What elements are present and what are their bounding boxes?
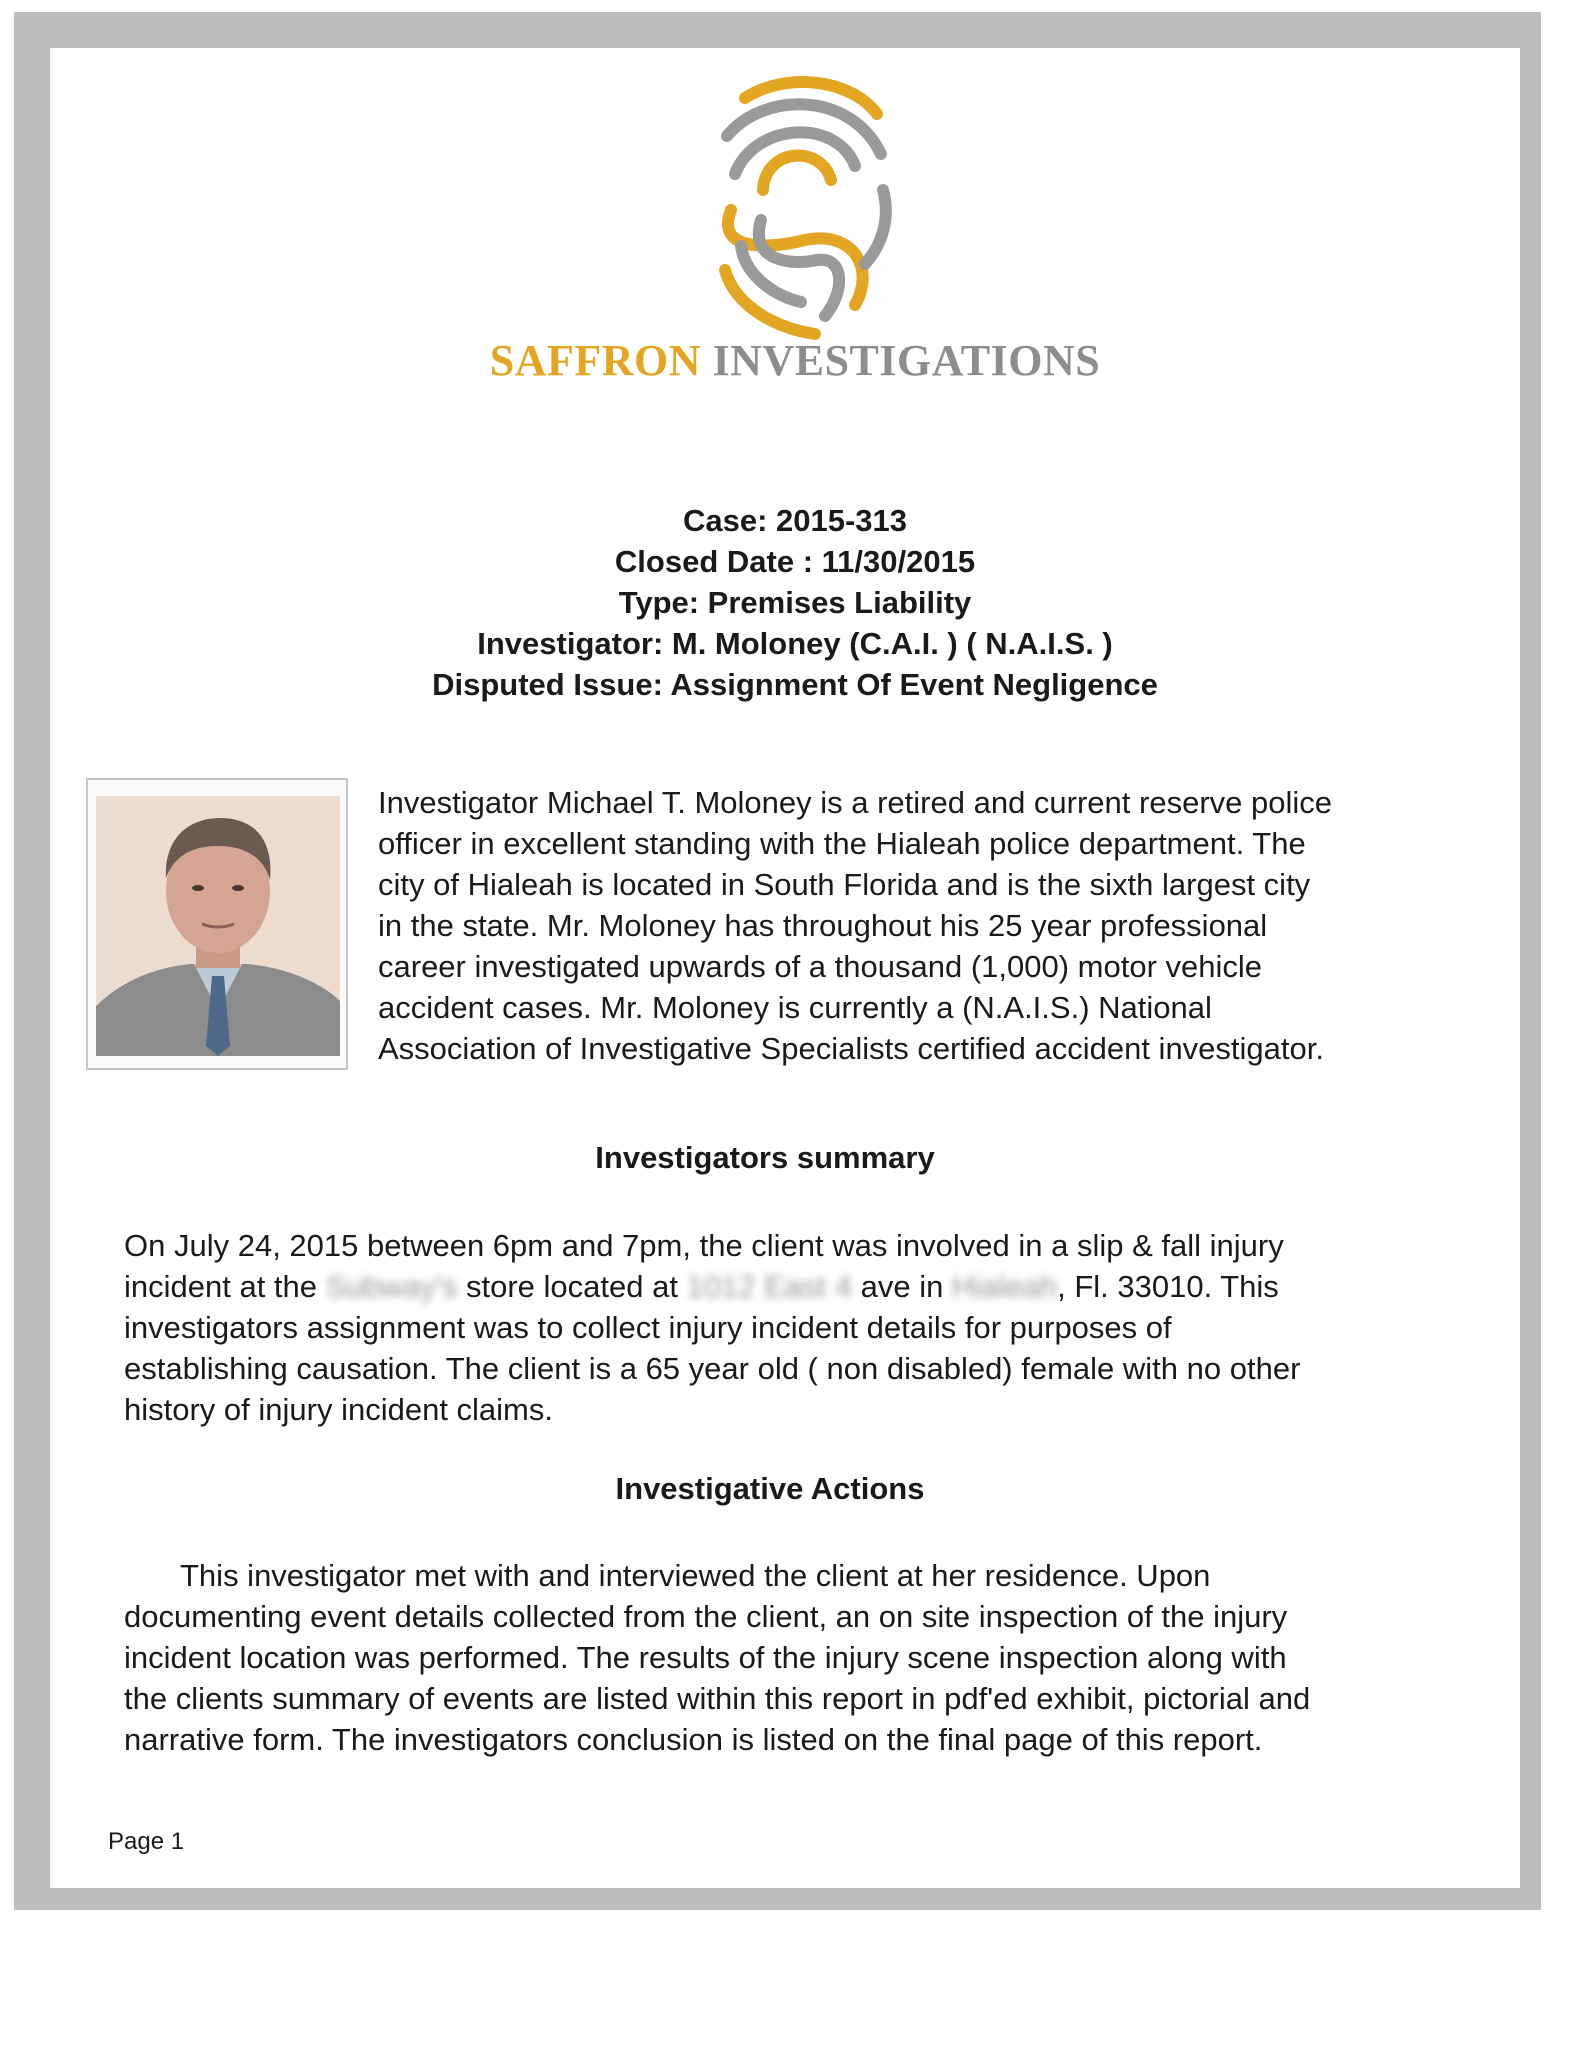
closed-date: Closed Date : 11/30/2015 [614,544,976,579]
summary-line: On July 24, 2015 between 6pm and 7pm, the client was involved in a slip & fall injury [124,1228,1284,1263]
bio-line: career investigated upwards of a thousand (1,000) motor vehicle [378,949,1262,984]
case-details [0,500,1581,705]
page-number: Page 1 [108,1828,185,1855]
actions-line: documenting event details collected from the client, an on site inspection of the injury [124,1599,1288,1634]
bio-line: city of Hialeah is located in South Florida and is the sixth largest city [378,867,1311,902]
case-type: Type: Premises Liability [618,585,972,620]
actions-line: the clients summary of events are listed within this report in pdf'ed exhibit, pictorial and [124,1681,1311,1716]
summary-line [124,1266,1464,1307]
fingerprint-logo-icon [705,70,905,340]
actions-heading: Investigative Actions [615,1471,925,1506]
actions-paragraph [124,1555,1464,1760]
actions-line: This investigator met with and interviewed the client at her residence. Upon [180,1558,1211,1593]
brand-name-secondary: INVESTIGATIONS [712,336,1101,385]
disputed-issue: Disputed Issue: Assignment Of Event Negligence [432,667,1158,702]
portrait-image [96,796,340,1056]
brand-name-primary: SAFFRON [489,336,702,385]
investigator-bio [378,782,1458,1069]
redacted-address: 1012 East 4 [686,1269,853,1304]
case-number: Case: 2015-313 [682,503,908,538]
actions-line: incident location was performed. The results of the injury scene inspection along with [124,1640,1287,1675]
bio-line: accident cases. Mr. Moloney is currently a (N.A.I.S.) National [378,990,1212,1025]
summary-text: store located at [457,1269,687,1304]
bio-line: officer in excellent standing with the Hialeah police department. The [378,826,1306,861]
summary-line: investigators assignment was to collect injury incident details for purposes of [124,1310,1172,1345]
brand-wordmark [0,335,1581,386]
redacted-store-name: Subway's [325,1269,458,1304]
summary-text: , Fl. 33010. This [1057,1269,1279,1304]
summary-heading: Investigators summary [595,1140,935,1175]
bio-line: in the state. Mr. Moloney has throughout his 25 year professional [378,908,1268,943]
summary-paragraph [124,1225,1464,1430]
summary-text: ave in [852,1269,952,1304]
bio-line: Association of Investigative Specialists certified accident investigator. [378,1031,1324,1066]
bio-line: Investigator Michael T. Moloney is a retired and current reserve police [378,785,1332,820]
summary-line: establishing causation. The client is a 65 year old ( non disabled) female with no other [124,1351,1301,1386]
investigator-photo [86,778,348,1070]
summary-line: history of injury incident claims. [124,1392,553,1427]
redacted-city: Hialeah [951,1269,1058,1304]
actions-line: narrative form. The investigators conclusion is listed on the final page of this report. [124,1722,1263,1757]
summary-text: incident at the [124,1269,326,1304]
investigator-line: Investigator: M. Moloney (C.A.I. ) ( N.A.I.S. ) [477,626,1113,661]
